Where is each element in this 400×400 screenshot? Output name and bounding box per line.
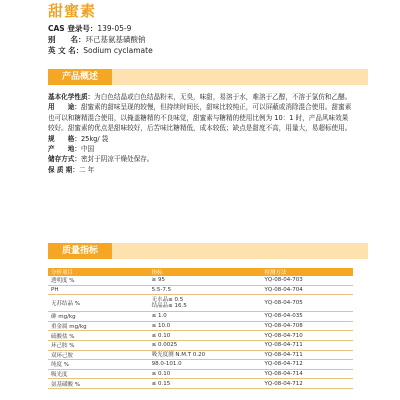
shelf-life-label: 保 质 期： [48,165,79,174]
cas-label: CAS 登录号： [48,24,98,33]
table-row [48,295,353,312]
chemical-properties-text: 为白色结晶或白色结晶粉末，无臭，味甜，易溶于水，难溶于乙醇，不溶于氯仿和乙醚。 [94,93,352,101]
table-row [48,285,353,295]
table-cell: 无苏结晶 % [48,295,149,312]
table-row [48,276,353,285]
storage [48,154,353,164]
table-cell: 无水品≤ 0.5 结晶品≤ 16.5 [149,295,262,312]
alias-value: 环己基氨基磺酸钠 [85,35,146,44]
shelf-life-text: 二 年 [78,165,95,174]
table-cell: YQ-08-04-711 [261,350,353,360]
overview-header-bar [48,69,368,85]
quality-header-bar [48,243,368,259]
origin-label: 产 地： [48,145,81,154]
table-cell: ≤ 1.0 [149,312,262,322]
table-cell: YQ-08-04-708 [261,321,353,331]
alias-line [48,35,146,45]
table-cell: YQ-08-04-714 [261,369,353,379]
table-row [48,340,353,350]
column-header: 指标 [149,268,262,276]
table-cell: 5.5-7.5 [149,285,262,295]
table-cell: 吸光度测 N.M.T 0.20 [149,350,262,360]
specification-text: 25kg/ 袋 [80,134,109,143]
alias-label: 别 名： [48,35,86,44]
table-cell: 吸光度 [48,369,149,379]
table-cell: YQ-08-04-711 [261,340,353,350]
table-header-row [48,268,353,276]
table-cell: 环己胺 % [48,340,149,350]
overview-body [48,92,353,175]
table-cell: 纯度 % [48,360,149,370]
table-cell: YQ-08-04-035 [261,312,353,322]
table-cell: YQ-08-04-704 [261,285,353,295]
table-cell: YQ-08-04-712 [261,360,353,370]
usage-label: 用 途： [48,103,81,112]
table-cell: ≤ 0.10 [149,331,262,341]
table-cell: YQ-08-04-703 [261,276,353,285]
table-cell: 双环己胺 [48,350,149,360]
table-cell: 硫酸盐 % [48,331,149,341]
table-cell: ≤ 0.10 [149,369,262,379]
table-row [48,331,353,341]
english-name-line [48,46,153,56]
product-title: 甜蜜素 [48,2,97,20]
table-row [48,360,353,370]
table-row [48,350,353,360]
table-row [48,321,353,331]
english-name-label: 英 文 名： [48,46,84,55]
chemical-properties [48,92,353,102]
overview-header: 产品概述 [48,69,112,85]
table-cell: 砷 mg/kg [48,312,149,322]
specification [48,134,353,144]
column-header: 分析项目 [48,268,149,276]
table-row [48,312,353,322]
cas-line [48,24,131,34]
quality-header: 质量指标 [48,243,112,259]
cas-value: 139-05-9 [97,24,132,33]
table-cell: PH [48,285,149,295]
table-cell: 氨基磺酸 % [48,379,149,389]
table-cell: YQ-08-04-712 [261,379,353,389]
usage-text: 甜蜜素的甜味呈现的较慢，但持续时间长，甜味比较纯正，可以屏蔽或消除混合使用。甜蜜素也可以和糖精混合使用，以掩盖糖精的不良味觉，甜蜜素与糖精的使用比例为 10：1 时，产品风味效果较好。甜蜜素的优点是甜味较好，后苦味比糖精低，成本较低；缺点是甜度不高，用量大，易超标使用。 [48,103,352,133]
table-row [48,369,353,379]
table-cell: ≤ 0.0025 [149,340,262,350]
english-name-value: Sodium cyclamate [83,46,153,55]
shelf-life [48,165,353,175]
chemical-properties-label: 基本化学性质： [48,93,95,101]
origin-text: 中国 [80,145,95,154]
usage [48,102,353,133]
quality-table [48,268,353,389]
table-cell: YQ-08-04-705 [261,295,353,312]
table-cell: 98.0-101.0 [149,360,262,370]
table-cell: 重金属 mg/kg [48,321,149,331]
table-row [48,379,353,389]
table-cell: 透明度 % [48,276,149,285]
specification-label: 规 格： [48,134,81,143]
storage-text: 密封于阴凉干燥处保存。 [80,155,154,164]
table-cell: ≤ 10.0 [149,321,262,331]
origin [48,144,353,154]
storage-label: 储存方式： [48,155,81,164]
table-cell: ≥ 95 [149,276,262,285]
table-cell: ≤ 0.15 [149,379,262,389]
column-header: 检测方法 [261,268,353,276]
table-cell: YQ-08-04-710 [261,331,353,341]
